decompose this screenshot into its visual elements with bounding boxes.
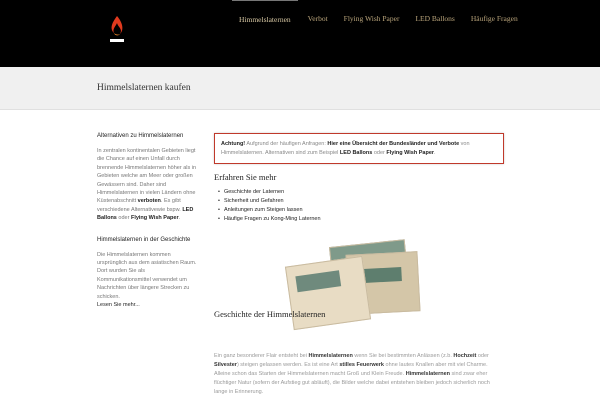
link-flying-wish-paper[interactable]: Flying Wish Paper [386,149,435,156]
sidebar [97,132,197,310]
product-image [287,243,422,333]
text-segment: . Es gibt verschiedene Alternativewie bspw. [97,198,183,213]
sidebar-alternatives-text [97,147,197,223]
text-segment: von Himmelslaternen. Alternativen sind zum Beispiel [221,141,470,156]
link-led-ballons[interactable]: LED Ballons [97,206,194,222]
section-heading-history: Geschichte der Himmelslaternen [214,309,326,319]
text-segment: sind zwar eher flüchtiger Natur (sofern der Aufstieg gut abläuft), die Bilder welche dabei entstehen bleiben jedoch sicherlich noch lange in Erinnerung. [214,371,490,395]
read-more-link[interactable]: Lesen Sie mehr... [97,302,140,309]
nav-item-flying-wish-paper[interactable]: Flying Wish Paper [343,14,400,23]
text-bold: Himmelslaternen [405,371,451,377]
main-nav [232,0,534,40]
text-bold: Silvester [214,362,237,368]
text-segment: Ein ganz besonderer Flair entsteht bei [214,353,309,359]
list-item-geschichte[interactable]: • Geschichte der Laternen [218,188,321,197]
site-header [0,0,600,67]
text-segment: In zentralen kontinentalen Gebieten liegt die Chance auf einen Unfall durch brennende Himmelslaternen höher als in Gebieten welche am Meer oder großen Gewässern sind. Daher sind Himmelslaternen in vielen Ländern ohne Küstenabschnitt [97,148,197,205]
section-heading-more: Erfahren Sie mehr [214,172,277,182]
text-bold: Hochzeit [453,353,477,359]
text-bold: Himmelslaternen [308,353,353,359]
link-list [218,188,321,224]
sidebar-history-text [97,251,197,310]
text-segment: ) steigen gelassen werden. Es ist eine Art [236,362,340,368]
link-bundeslaender-verbote[interactable]: Hier eine Übersicht der Bundesländer und Verbote [327,141,460,147]
nav-item-haeufige-fragen[interactable]: Häufige Fragen [470,14,518,23]
list-item-haeufige-fragen[interactable]: • Häufige Fragen zu Kong-Ming Laternen [218,215,321,224]
nav-item-verbot[interactable]: Verbot [307,14,328,23]
list-item-anleitungen[interactable]: • Anleitungen zum Steigen lassen [218,206,321,215]
page-title-bar [0,67,600,110]
nav-item-himmelslaternen[interactable]: Himmelslaternen [232,0,298,40]
sidebar-history-title: Himmelslaternen in der Geschichte [97,236,191,243]
notice-label: Achtung! [221,141,246,147]
sidebar-alternatives [97,132,197,223]
text-segment: . [434,149,436,156]
text-segment: Die Himmelslaternen kommen ursprünglich aus dem asiatischen Raum. Dort wurden Sie als Kommunikationsmittel verwendet um Nachrichten über längere Strecken zu schicken. [97,251,197,300]
page-title: Himmelslaternen kaufen [97,83,191,93]
nav-item-led-ballons[interactable]: LED Ballons [415,14,455,23]
text-segment: wenn Sie bei bestimmten Anlässen (z.b. [352,353,454,359]
list-item-sicherheit[interactable]: • Sicherheit und Gefahren [218,197,321,206]
text-segment: oder [372,149,387,156]
link-flying-wish-paper[interactable]: Flying Wish Paper [130,215,179,222]
text-bold: stilles Feuerwerk [339,362,384,368]
text-segment: . [178,215,181,222]
text-segment: Aufgrund der häufigen Anfragen: [245,141,328,147]
notice-box [214,133,504,164]
link-led-ballons[interactable]: LED Ballons [339,149,373,156]
link-verboten[interactable]: verboten [137,198,161,205]
text-segment: ohne lautes Knallen aber mit viel Charme. Alleine schon das Starten der Himmelslaternen macht Groß und Klein Freude. [214,362,488,377]
sidebar-alternatives-title: Alternativen zu Himmelslaternen [97,133,184,139]
history-text [214,352,504,397]
text-segment: oder [116,215,131,222]
flame-logo-icon[interactable] [107,15,127,49]
sidebar-history [97,236,197,310]
main-content [214,133,504,395]
text-segment: oder [476,353,489,359]
